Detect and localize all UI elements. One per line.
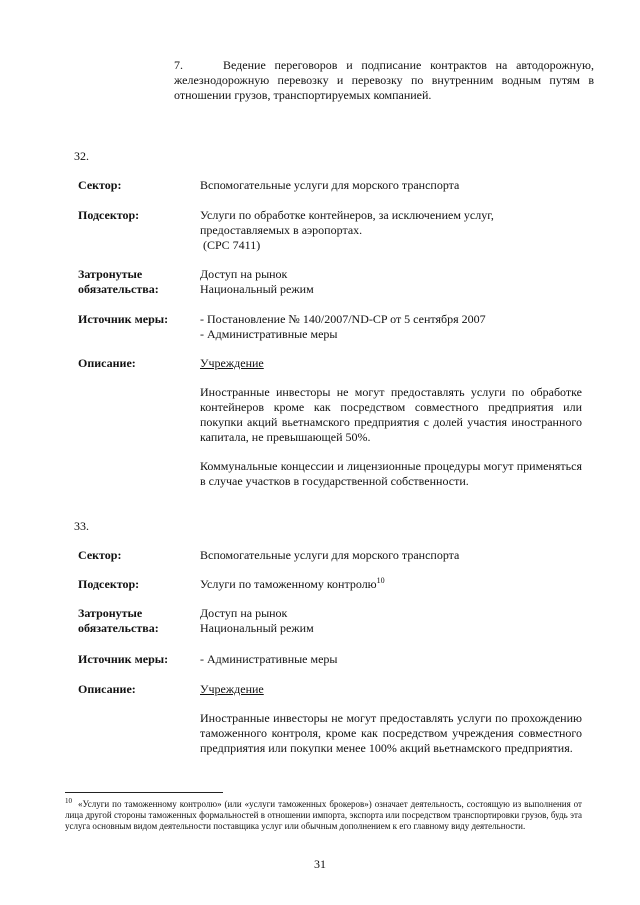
obligations-value: Национальный режим bbox=[200, 282, 314, 296]
source-label: Источник меры: bbox=[78, 312, 169, 326]
source-label: Источник меры: bbox=[78, 652, 169, 666]
subsector-text: Услуги по таможенному контролю bbox=[200, 577, 377, 591]
obligations-label: обязательства: bbox=[78, 621, 159, 635]
description-label: Описание: bbox=[78, 356, 136, 370]
subsector-label: Подсектор: bbox=[78, 208, 140, 222]
source-value: - Постановление № 140/2007/ND-CP от 5 сентября 2007 bbox=[200, 312, 486, 326]
sector-label: Сектор: bbox=[78, 178, 122, 192]
description-heading: Учреждение bbox=[200, 356, 264, 370]
subsector-code: (CPC 7411) bbox=[203, 238, 261, 252]
entry-number: 33. bbox=[74, 519, 89, 533]
subsector-value bbox=[200, 577, 385, 592]
description-paragraph: Иностранные инвесторы не могут предоставлять услуги по обработке контейнеров кроме как посредством совместного предприятия или покупки акций вьетнамского предприятия с долей участия иностранного капитала, не превышающей 50%. bbox=[200, 385, 582, 444]
subsector-value-line: Услуги по обработке контейнеров, за исключением услуг, bbox=[200, 208, 494, 222]
obligations-value: Доступ на рынок bbox=[200, 267, 288, 281]
description-paragraph: Иностранные инвесторы не могут предоставлять услуги по прохождению таможенного контроля, кроме как посредством учреждения совместного предприятия или покупки менее 100% акций вьетнамского предприятия. bbox=[200, 711, 582, 755]
footnote-text: «Услуги по таможенному контролю» (или «услуги таможенных брокеров») означает деятельность, состоящую из выполнения от лица другой стороны таможенных формальностей в отношении импорта, экспорта или посредством транспортировки грузов, будь эта услуга основным видом деятельности поставщика услуг или обычным дополнением к его главному виду деятельности. bbox=[65, 799, 582, 831]
obligations-value: Доступ на рынок bbox=[200, 606, 288, 620]
source-value: - Административные меры bbox=[200, 327, 338, 341]
obligations-value: Национальный режим bbox=[200, 621, 314, 635]
footnote-marker: 10 bbox=[65, 797, 72, 805]
subsector-value-line: предоставляемых в аэропортах. bbox=[200, 223, 363, 237]
obligations-label: Затронутые bbox=[78, 267, 143, 281]
intro-item-text: Ведение переговоров и подписание контрактов на автодорожную, железнодорожную перевозку и перевозку по внутренним водным путям в отношении грузов, транспортируемых компанией. bbox=[174, 58, 594, 102]
obligations-label: Затронутые bbox=[78, 606, 143, 620]
footnote-reference[interactable]: 10 bbox=[376, 576, 385, 585]
description-label: Описание: bbox=[78, 682, 136, 696]
sector-label: Сектор: bbox=[78, 548, 122, 562]
intro-item-number: 7. bbox=[174, 58, 183, 72]
footnote-separator bbox=[65, 792, 223, 793]
subsector-label: Подсектор: bbox=[78, 577, 140, 591]
obligations-label: обязательства: bbox=[78, 282, 159, 296]
sector-value: Вспомогательные услуги для морского транспорта bbox=[200, 178, 460, 192]
description-paragraph: Коммунальные концессии и лицензионные процедуры могут применяться в случае участков в государственной собственности. bbox=[200, 459, 582, 488]
sector-value: Вспомогательные услуги для морского транспорта bbox=[200, 548, 460, 562]
description-heading: Учреждение bbox=[200, 682, 264, 696]
source-value: - Административные меры bbox=[200, 652, 338, 666]
footnote bbox=[65, 799, 582, 832]
entry-number: 32. bbox=[74, 149, 89, 163]
page-number: 31 bbox=[314, 857, 326, 871]
